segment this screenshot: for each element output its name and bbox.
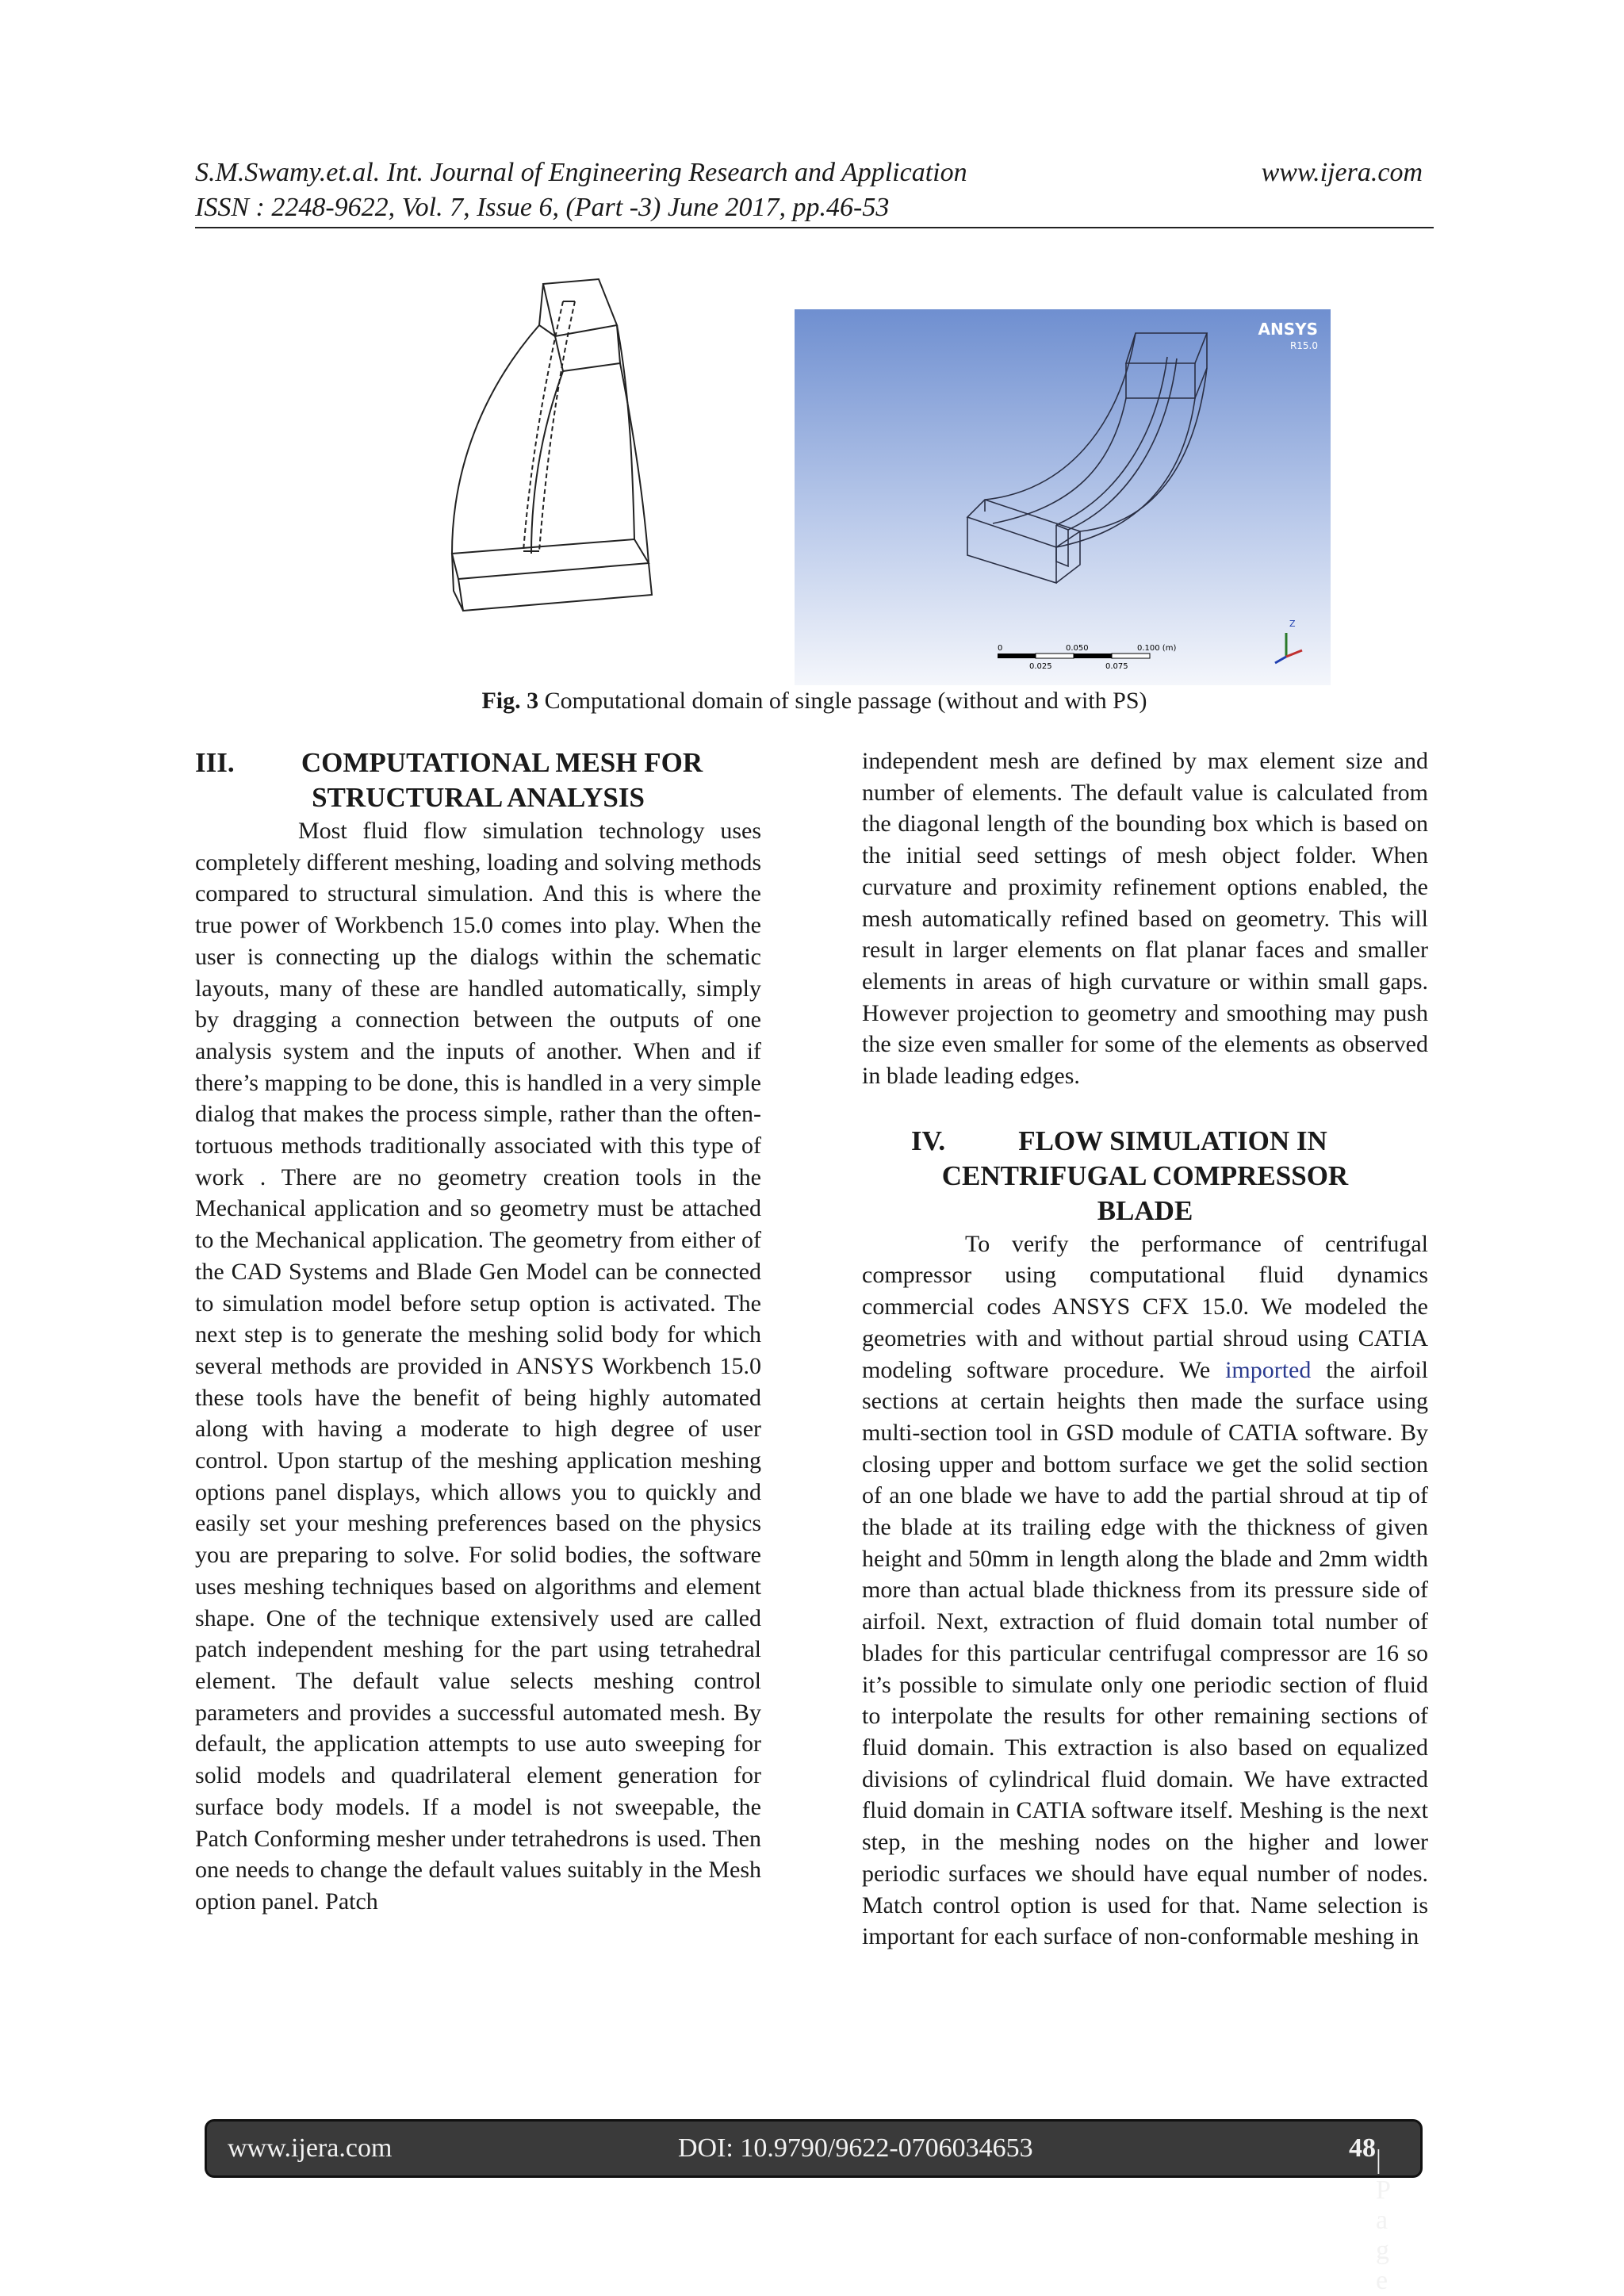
ansys-viewport bbox=[795, 309, 1331, 685]
page-footer bbox=[205, 2119, 1423, 2295]
section3-title-line1: COMPUTATIONAL MESH FOR bbox=[301, 747, 703, 778]
axis-label-z: Z bbox=[1289, 619, 1296, 629]
figure-domain-without-ps bbox=[436, 278, 690, 627]
section3-continuation: independent mesh are defined by max element size and number of elements. The default value is calculated from the diagonal length of the bounding box which is based on the initial seed settings of mesh object folder. When curvature and proximity refinement options enabled, the mesh automatically refined based on geometry. This will result in larger elements on flat planar faces and smaller elements in areas of high curvature or within small gaps. However projection to geometry and smoothing may push the size even smaller for some of the elements as observed in blade leading edges. bbox=[862, 748, 1428, 1090]
scale-sublabel-0: 0.025 bbox=[1029, 662, 1052, 671]
section4-title-line2: CENTRIFUGAL COMPRESSOR bbox=[941, 1159, 1349, 1191]
running-header-line1 bbox=[195, 155, 1434, 190]
running-header-line2 bbox=[195, 190, 1434, 225]
issn-citation: ISSN : 2248-9622, Vol. 7, Issue 6, (Part -3) June 2017, pp.46-53 bbox=[195, 193, 890, 222]
section3-body: Most fluid flow simulation technology uses completely different meshing, loading and solving methods compared to structural simulation. And this is where the true power of Workbench 15.0 comes into play. When the user is connecting up the dialogs within the schematic layouts, many of these are handled automatically, simply by dragging a connection between the outputs of one analysis system and the inputs of another. When and if there’s mapping to be done, this is handled in a very simple dialog that makes the process simple, rather than the often-tortuous methods traditionally associated with this type of work . There are no geometry creation tools in the Mechanical application and so geometry must be attached to the Mechanical application. The geometry from either of the CAD Systems and Blade Gen Model can be connected to simulation model before setup option is activated. The next step is to generate the meshing solid body for which several methods are provided in ANSYS Workbench 15.0 these tools have the benefit of being highly automated along with having a moderate to high degree of user control. Upon startup of the meshing application meshing options panel displays, which allows you to quickly and easily set your meshing preferences based on the physics you are preparing to solve. For solid bodies, the software uses meshing techniques based on algorithms and element shape. One of the technique extensively used are called patch independent meshing for the part using tetrahedral element. The default value selects meshing control parameters and provides a successful automated mesh. By default, the application attempts to use auto sweeping for solid models and quadrilateral element generation for surface body models. If a model is not sweepable, the Patch Conforming mesher under tetrahedrons is used. Then one needs to change the default values suitably in the Mesh option panel. Patch bbox=[195, 818, 761, 1915]
page-number: 48 bbox=[1349, 2133, 1376, 2163]
section4-highlight-word: imported bbox=[1225, 1356, 1312, 1383]
ansys-logo: ANSYS bbox=[1258, 320, 1318, 339]
section4-body-part2: the airfoil sections at certain heights then made the surface using multi-section tool in GSD module of CATIA software. By closing upper and bottom surface we get the solid section of an one blade we have to add the partial shroud at tip of the blade at its trailing edge with the thickness of given height and 50mm in length along the blade and 2mm width more than actual blade thickness from its pressure side of airfoil. Next, extraction of fluid domain total number of blades for this particular centrifugal compressor are 16 so it’s possible to simulate only one periodic section of fluid to interpolate the results for other remaining sections of fluid domain. This extraction is also based on equalized divisions of cylindrical fluid domain. We have extracted fluid domain in CATIA software itself. Meshing is the next step, in the meshing nodes on the higher and lower periodic surfaces we should have equal number of nodes. Match control option is used for that. Name selection is important for each surface of non-conformable meshing in bbox=[862, 1356, 1428, 1950]
figure-number: Fig. 3 bbox=[481, 688, 539, 714]
section4-title-line1: FLOW SIMULATION IN bbox=[1018, 1125, 1327, 1156]
footer-doi[interactable]: DOI: 10.9790/9622-0706034653 bbox=[678, 2133, 1033, 2163]
figure-caption bbox=[195, 685, 1434, 717]
footer-page-number bbox=[1349, 2133, 1390, 2295]
section4-body bbox=[862, 1228, 1428, 1953]
right-column bbox=[862, 746, 1428, 1953]
ansys-version: R15.0 bbox=[1289, 340, 1318, 351]
figure-caption-text: Computational domain of single passage (without and with PS) bbox=[538, 688, 1147, 714]
section3-heading bbox=[195, 746, 761, 815]
journal-website[interactable]: www.ijera.com bbox=[1261, 158, 1423, 187]
section3-title-line2: STRUCTURAL ANALYSIS bbox=[312, 782, 645, 813]
journal-citation: S.M.Swamy.et.al. Int. Journal of Engineering Research and Application bbox=[195, 158, 967, 187]
page-label: | P a g e bbox=[1376, 2145, 1390, 2295]
section4-title-line3: BLADE bbox=[1097, 1194, 1193, 1226]
left-column bbox=[195, 746, 761, 1918]
scale-label-0: 0 bbox=[998, 644, 1003, 653]
section4-number: IV. bbox=[911, 1125, 946, 1156]
scale-sublabel-1: 0.075 bbox=[1105, 662, 1128, 671]
figure-domain-with-ps bbox=[795, 309, 1331, 685]
scale-label-2: 0.100 (m) bbox=[1137, 644, 1177, 653]
section4-body-part1: To verify the performance of centrifugal compressor using computational fluid dynamics commercial codes ANSYS CFX 15.0. We modeled the geometries with and without partial shroud using CATIA modeling software procedure. We bbox=[862, 1230, 1428, 1383]
section4-heading bbox=[862, 1124, 1428, 1228]
section3-number: III. bbox=[195, 747, 235, 778]
header-rule bbox=[195, 227, 1434, 228]
footer-website[interactable]: www.ijera.com bbox=[228, 2133, 393, 2163]
scale-label-1: 0.050 bbox=[1066, 644, 1089, 653]
